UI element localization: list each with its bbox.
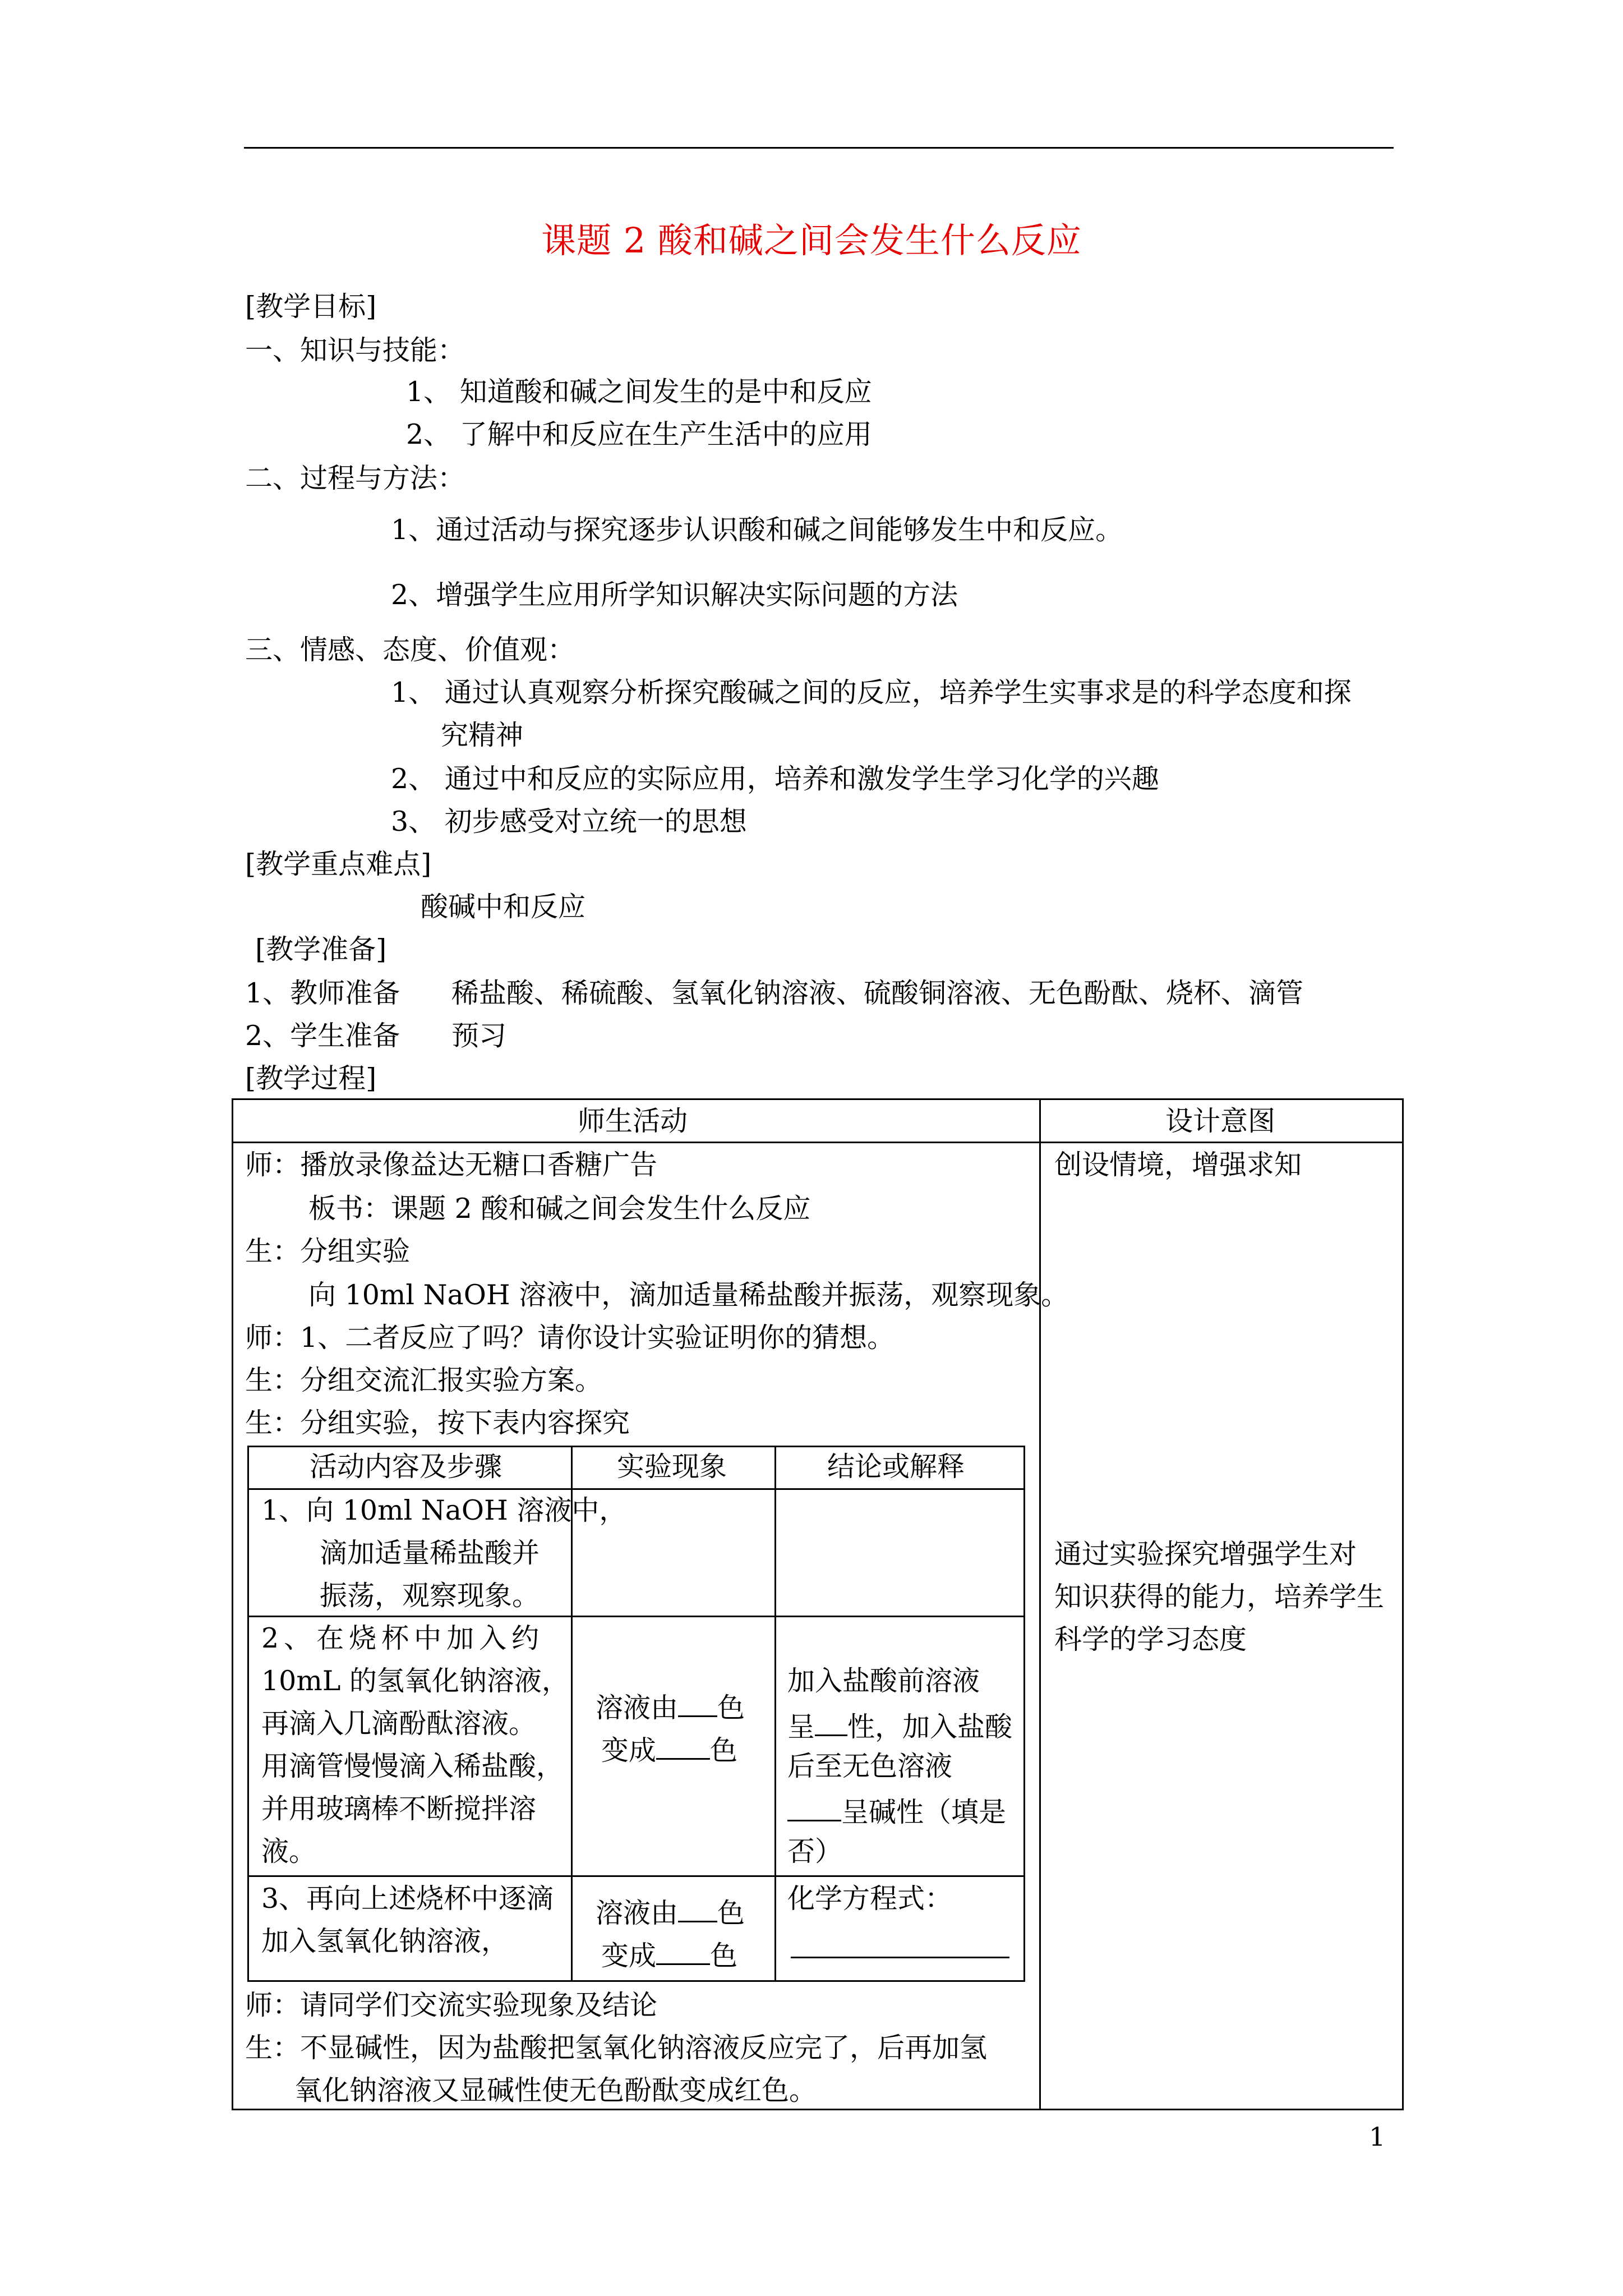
table-header-activity: 师生活动: [578, 1105, 688, 1137]
intent-2-line-2: 知识获得的能力，培养学生: [1054, 1581, 1385, 1613]
knowledge-heading: 一、知识与技能：: [245, 334, 465, 366]
row2-conclusion-line-2: 呈 性，加入盐酸: [787, 1710, 1012, 1741]
prep-student-item: 预习: [451, 1020, 507, 1052]
goals-heading: [教学目标]: [245, 291, 377, 323]
row3-observation-to: 变成 色: [601, 1939, 737, 1970]
row2-step-line-4: 用滴管慢慢滴入稀盐酸，: [261, 1750, 564, 1782]
row3-observation-from: 溶液由 色: [596, 1896, 745, 1927]
emotion-item-1-cont: 究精神: [441, 719, 524, 751]
activity-line-2: 板书：课题 2 酸和碱之间会发生什么反应: [308, 1193, 811, 1225]
inner-header-steps: 活动内容及步骤: [310, 1451, 502, 1483]
prep-teacher-items: 稀盐酸、稀硫酸、氢氧化钠溶液、硫酸铜溶液、无色酚酞、烧杯、滴管: [451, 977, 1304, 1009]
activity-line-6: 生：分组交流汇报实验方案。: [245, 1364, 603, 1396]
row2-observation-from: 溶液由 色: [596, 1691, 745, 1722]
row2-step-line-5: 并用玻璃棒不断搅拌溶: [261, 1793, 537, 1825]
row2-step-line-1: 2、在烧杯中加入约: [261, 1622, 545, 1654]
blank-fill[interactable]: [656, 1733, 710, 1760]
emotion-item-3: 3、 初步感受对立统一的思想: [391, 806, 747, 838]
prep-student-label: 2、学生准备: [245, 1020, 400, 1052]
knowledge-item-1: 1、 知道酸和碱之间发生的是中和反应: [406, 376, 872, 408]
emotion-item-2: 2、 通过中和反应的实际应用，培养和激发学生学习化学的兴趣: [391, 763, 1159, 795]
row2-conclusion-line-3: 后至无色溶液: [787, 1750, 953, 1782]
blank-fill[interactable]: [787, 1795, 841, 1821]
page-number: 1: [1369, 2122, 1386, 2152]
keypoint-text: 酸碱中和反应: [421, 891, 586, 923]
process-item-2: 2、增强学生应用所学知识解决实际问题的方法: [391, 579, 958, 611]
activity-line-5: 师：1、二者反应了吗？请你设计实验证明你的猜想。: [245, 1322, 895, 1354]
emotion-heading: 三、情感、态度、价值观：: [245, 634, 575, 666]
page-title: 课题 2 酸和碱之间会发生什么反应: [541, 220, 1082, 261]
row2-step-line-2: 10mL 的氢氧化钠溶液，: [261, 1665, 569, 1697]
row3-step-line-1: 3、再向上述烧杯中逐滴: [261, 1883, 554, 1915]
row2-observation-to: 变成 色: [601, 1733, 737, 1764]
row3-step-line-2: 加入氢氧化钠溶液，: [261, 1925, 509, 1957]
row1-step-line-2: 滴加适量稀盐酸并: [320, 1537, 540, 1569]
row2-conclusion-line-5: 否）: [787, 1835, 843, 1867]
activity-after-line-3: 氧化钠溶液又显碱性使无色酚酞变成红色。: [294, 2074, 817, 2106]
activity-line-4: 向 10ml NaOH 溶液中，滴加适量稀盐酸并振荡，观察现象。: [308, 1279, 1069, 1311]
blank-fill[interactable]: [678, 1896, 717, 1922]
process-heading: 二、过程与方法：: [245, 462, 465, 494]
keypoint-heading: [教学重点难点]: [245, 848, 432, 880]
activity-line-3: 生：分组实验: [245, 1235, 411, 1267]
activity-after-line-1: 师：请同学们交流实验现象及结论: [245, 1989, 658, 2021]
process-steps-heading: [教学过程]: [245, 1062, 377, 1094]
prep-heading: [教学准备]: [255, 933, 387, 965]
emotion-item-1: 1、 通过认真观察分析探究酸碱之间的反应，培养学生实事求是的科学态度和探: [391, 677, 1352, 708]
table-header-intent: 设计意图: [1165, 1105, 1276, 1137]
row2-conclusion-line-4: 呈碱性（填是: [787, 1795, 1006, 1826]
row2-conclusion-line-1: 加入盐酸前溶液: [787, 1665, 980, 1697]
row1-step-line-3: 振荡，观察现象。: [320, 1580, 540, 1612]
intent-2-line-3: 科学的学习态度: [1054, 1623, 1247, 1655]
header-rule: [244, 147, 1394, 149]
row2-step-line-3: 再滴入几滴酚酞溶液。: [261, 1708, 537, 1740]
activity-line-7: 生：分组实验，按下表内容探究: [245, 1407, 630, 1439]
activity-after-line-2: 生：不显碱性，因为盐酸把氢氧化钠溶液反应完了，后再加氢: [245, 2032, 988, 2064]
intent-1: 创设情境，增强求知: [1054, 1149, 1302, 1181]
activity-line-1: 师：播放录像益达无糖口香糖广告: [245, 1149, 658, 1181]
row2-step-line-6: 液。: [261, 1835, 317, 1867]
row3-conclusion-label: 化学方程式：: [787, 1883, 953, 1915]
inner-header-conclusion: 结论或解释: [827, 1451, 965, 1483]
process-item-1: 1、通过活动与探究逐步认识酸和碱之间能够发生中和反应。: [391, 514, 1123, 546]
blank-fill[interactable]: [656, 1939, 710, 1965]
inner-header-observation: 实验现象: [617, 1451, 727, 1483]
blank-fill[interactable]: [678, 1691, 717, 1717]
equation-blank[interactable]: [791, 1957, 1009, 1958]
intent-2-line-1: 通过实验探究增强学生对: [1054, 1538, 1357, 1570]
knowledge-item-2: 2、 了解中和反应在生产生活中的应用: [406, 418, 872, 450]
prep-teacher-label: 1、教师准备: [245, 977, 400, 1009]
row1-step-line-1: 1、向 10ml NaOH 溶液中，: [261, 1494, 627, 1526]
blank-fill[interactable]: [815, 1710, 847, 1736]
